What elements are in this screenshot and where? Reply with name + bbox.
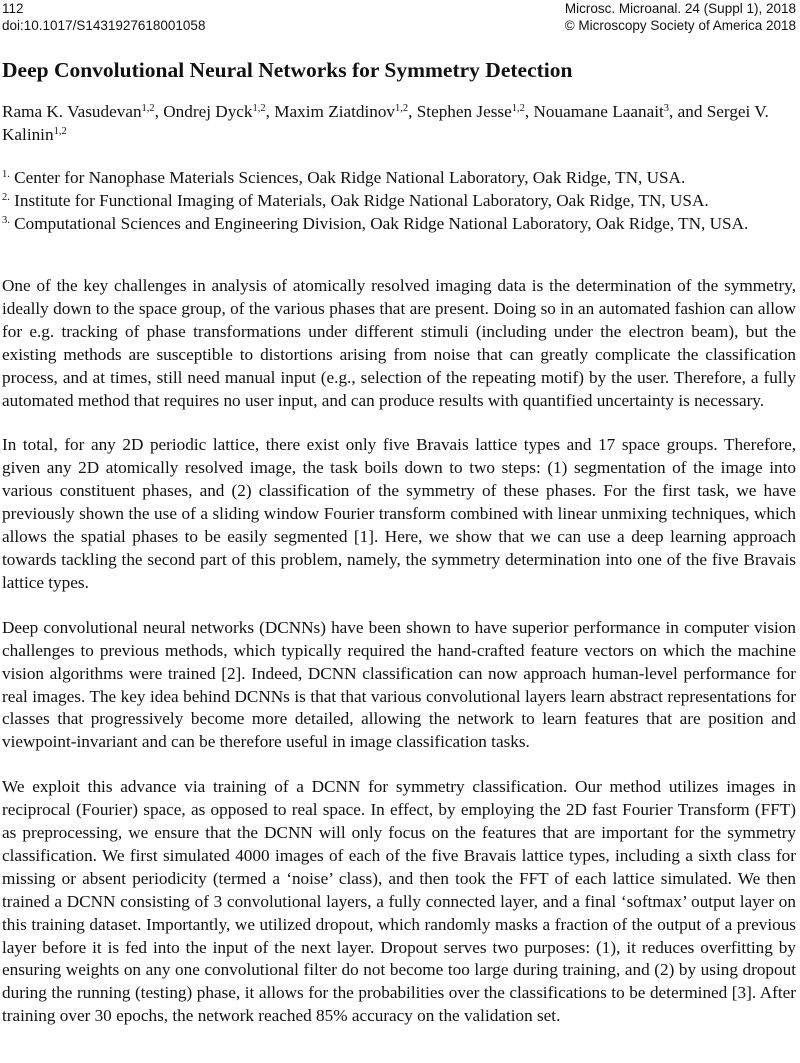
header-left bbox=[2, 0, 205, 34]
journal-citation: Microsc. Microanal. 24 (Suppl 1), 2018 bbox=[564, 1, 796, 16]
author: Sergei V. Kalinin$^{1,2}$ bbox=[2, 102, 769, 144]
affiliation-2: $^{2.}$ Institute for Functional Imaging of Materials, Oak Ridge National Laboratory, Oak Ridge, TN, USA. bbox=[2, 191, 709, 210]
page-header bbox=[0, 0, 800, 40]
paper-title: Deep Convolutional Neural Networks for Symmetry Detection bbox=[2, 58, 573, 82]
header-right bbox=[565, 0, 796, 34]
affiliation-1: $^{1.}$ Center for Nanophase Materials Sciences, Oak Ridge National Laboratory, Oak Ridge, TN, USA. bbox=[2, 168, 686, 187]
author: Stephen Jesse$^{1,2}$, bbox=[416, 102, 534, 121]
author-list bbox=[2, 100, 796, 146]
author: Ondrej Dyck$^{1,2}$, bbox=[163, 102, 275, 121]
paragraph-4: We exploit this advance via training of a DCNN for symmetry classification. Our method utilizes images in reciprocal (Fourier) space, as opposed to real space. In effect, by employing the 2D fast Fourier Transform (FFT) as preprocessing, we ensure that the DCNN will only focus on the features that are important for the symmetry classification. We first simulated 4000 images of each of the five Bravais lattice types, including a sixth class for missing or absent periodicity (termed a ‘noise’ class), and then took the FFT of each lattice simulated. We then trained a DCNN consisting of 3 convolutional layers, a fully connected layer, and a final ‘softmax’ output layer on this training dataset. Importantly, we utilized dropout, which randomly masks a fraction of the output of a previous layer before it is fed into the input of the next layer. Dropout serves two purposes: (1), it reduces overfitting by ensuring weights on any one convolutional filter do not become too large during training, and (2) by using dropout during the running (testing) phase, it allows for the probabilities over the classifications to be determined [3]. After training over 30 epochs, the network reached 85% accuracy on the validation set. bbox=[2, 777, 796, 1026]
page-number: 112 bbox=[2, 1, 24, 16]
paragraph-3: Deep convolutional neural networks (DCNNs) have been shown to have superior performance in computer vision challenges to previous methods, which typically required the hand-crafted feature vectors on which the machine vision algorithms were trained [2]. Indeed, DCNN classification can now approach human-level performance for real images. The key idea behind DCNNs is that that various convolutional layers learn abstract representations for classes that progressively become more detailed, allowing the network to learn features that are position and viewpoint-invariant and can be therefore useful in image classification tasks. bbox=[2, 617, 796, 752]
doi: doi:10.1017/S1431927618001058 bbox=[2, 18, 206, 33]
affiliation-3: $^{3.}$ Computational Sciences and Engineering Division, Oak Ridge National Laboratory, Oak Ridge, TN, USA. bbox=[2, 214, 749, 233]
abstract-body bbox=[2, 275, 796, 1050]
affiliations bbox=[2, 166, 796, 235]
copyright-notice: © Microscopy Society of America 2018 bbox=[564, 18, 796, 33]
author: Maxim Ziatdinov$^{1,2}$, bbox=[274, 102, 417, 121]
author: Rama K. Vasudevan$^{1,2}$, bbox=[2, 102, 164, 121]
author: Nouamane Laanait$^3$, and bbox=[533, 102, 707, 121]
paragraph-1: One of the key challenges in analysis of atomically resolved imaging data is the determination of the symmetry, ideally down to the space group, of the various phases that are present. Doing so in an automated fashion can allow for e.g. tracking of phase transformations under different stimuli (including under the electron beam), but the existing methods are susceptible to distortions arising from noise that can greatly complicate the classification process, and at times, still need manual input (e.g., selection of the repeating motif) by the user. Therefore, a fully automated method that requires no user input, and can produce results with quantified uncertainty is necessary. bbox=[2, 276, 796, 410]
paragraph-2: In total, for any 2D periodic lattice, there exist only five Bravais lattice types and 17 space groups. Therefore, given any 2D atomically resolved image, the task boils down to two steps: (1) segmentation of the image into various constituent phases, and (2) classification of the symmetry of these phases. For the first task, we have previously shown the use of a sliding window Fourier transform combined with linear unmixing techniques, which allows the spatial phases to be easily segmented [1]. Here, we show that we can use a deep learning approach towards tackling the second part of this problem, namely, the symmetry determination into one of the five Bravais lattice types. bbox=[2, 435, 796, 592]
